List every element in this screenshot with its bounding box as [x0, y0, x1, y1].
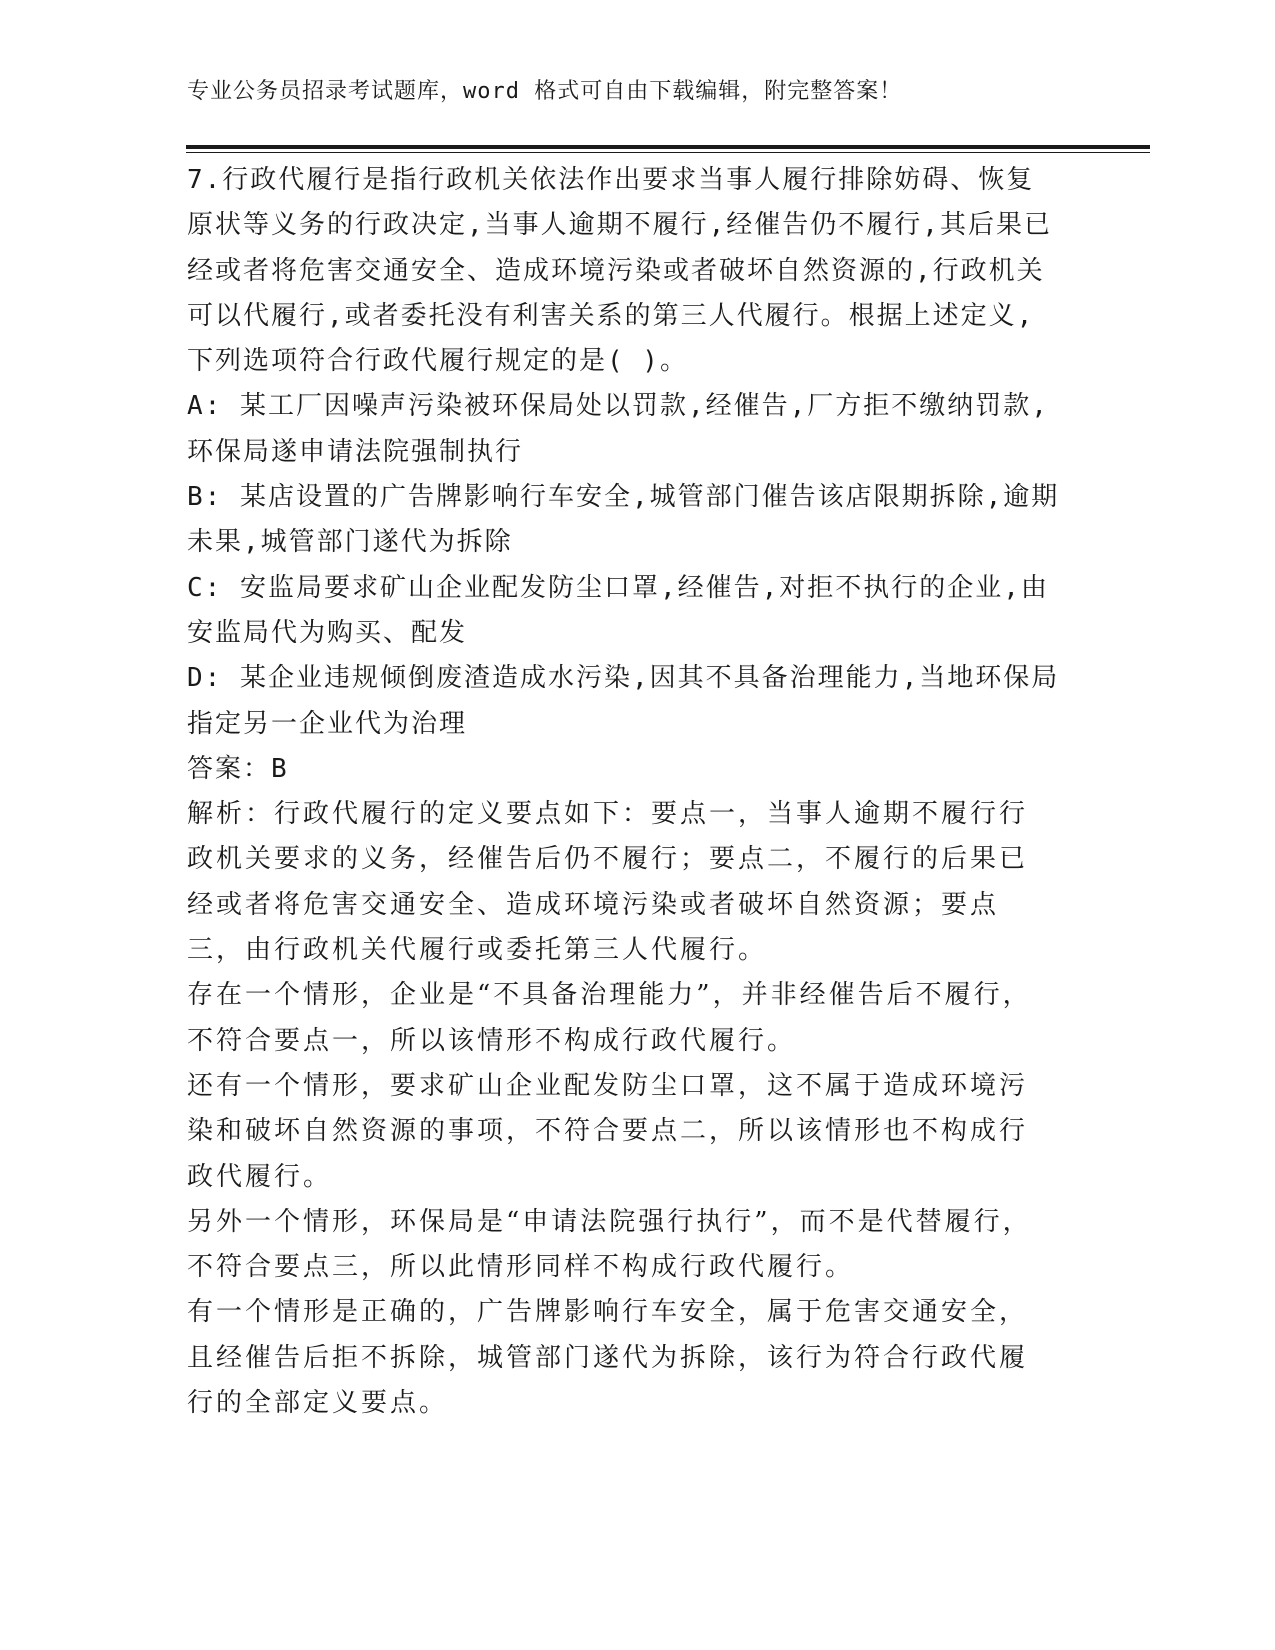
analysis-paragraph: 另外一个情形，环保局是“申请法院强行执行”，而不是代替履行，不符合要点三，所以此情形同样不构成行政代履行。: [187, 1206, 1032, 1283]
answer-value: B: [271, 753, 289, 784]
option-c: C: 安监局要求矿山企业配发防尘口罩,经催告,对拒不执行的企业,由安监局代为购买、配发: [187, 572, 1049, 648]
option-b: B: 某店设置的广告牌影响行车安全,城管部门催告该店限期拆除,逾期未果,城管部门遂代为拆除: [187, 482, 1060, 558]
page-header: 专业公务员招录考试题库，word 格式可自由下载编辑，附完整答案！: [187, 79, 903, 104]
question-content: [187, 158, 1067, 1426]
analysis-paragraph: 有一个情形是正确的，广告牌影响行车安全，属于危害交通安全，且经催告后拒不拆除，城管部门遂代为拆除，该行为符合行政代履行的全部定义要点。: [187, 1297, 1029, 1419]
analysis-label: 解析：: [187, 799, 275, 830]
analysis-block: [187, 792, 1047, 1426]
header-rule-thin: [186, 152, 1150, 153]
option-a: A: 某工厂因噪声污染被环保局处以罚款,经催告,厂方拒不缴纳罚款,环保局遂申请法院强制执行: [187, 391, 1049, 467]
analysis-paragraph: 还有一个情形，要求矿山企业配发防尘口罩，这不属于造成环境污染和破坏自然资源的事项，不符合要点二，所以该情形也不构成行政代履行。: [187, 1070, 1029, 1192]
answer-line: [187, 747, 1067, 792]
answer-label: 答案：: [187, 753, 272, 784]
question-block: [187, 158, 1062, 747]
analysis-intro: [187, 792, 1047, 973]
question-stem: 7.行政代履行是指行政机关依法作出要求当事人履行排除妨碍、恢复原状等义务的行政决定,当事人逾期不履行,经催告仍不履行,其后果已经或者将危害交通安全、造成环境污染或者破坏自然资源的,行政机关可以代履行,或者委托没有利害关系的第三人代履行。根据上述定义,下列选项符合行政代履行规定的是( )。: [187, 165, 1052, 377]
analysis-paragraph: 存在一个情形，企业是“不具备治理能力”，并非经催告后不履行，不符合要点一，所以该情形不构成行政代履行。: [187, 980, 1032, 1056]
header-rule-thick: [186, 145, 1150, 149]
analysis-intro-text: 行政代履行的定义要点如下：要点一，当事人逾期不履行行政机关要求的义务，经催告后仍不履行；要点二，不履行的后果已经或者将危害交通安全、造成环境污染或者破坏自然资源；要点三，由行政机关代履行或委托第三人代履行。: [187, 799, 1029, 966]
option-d: D: 某企业违规倾倒废渣造成水污染,因其不具备治理能力,当地环保局指定另一企业代为治理: [187, 663, 1060, 739]
